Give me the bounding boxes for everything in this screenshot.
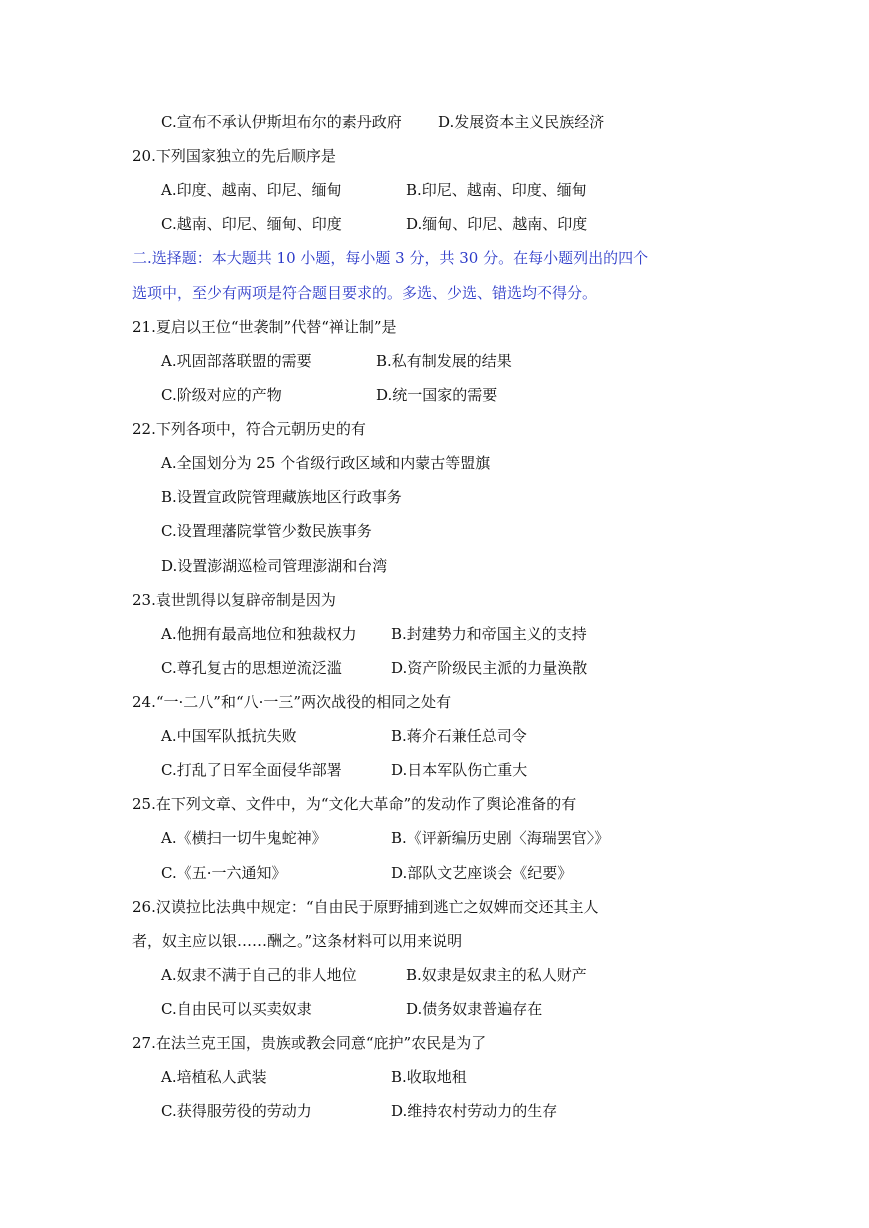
option-d: D.维持农村劳动力的生存 [391, 1102, 558, 1120]
option-line-q21-ab [161, 344, 851, 378]
option-line-q25-cd [161, 856, 851, 890]
option-line-q23-cd [161, 651, 851, 685]
option-a: A.中国军队抵抗失败 [161, 727, 297, 745]
option-d: D.统一国家的需要 [376, 386, 498, 404]
question-26-line-1: 26.汉谟拉比法典中规定：“自由民于原野捕到逃亡之奴婢而交还其主人 [132, 898, 599, 916]
option-line-q26-ab [161, 958, 851, 992]
option-b: B.收取地租 [391, 1068, 467, 1086]
option-c: C.越南、印尼、缅甸、印度 [161, 215, 342, 233]
option-line-q27-cd [161, 1094, 851, 1128]
option-d: D.日本军队伤亡重大 [391, 761, 528, 779]
option-c: C.《五·一六通知》 [161, 864, 287, 882]
option-a: A.巩固部落联盟的需要 [161, 352, 312, 370]
option-b: B.设置宣政院管理藏族地区行政事务 [161, 488, 402, 506]
option-d: D.发展资本主义民族经济 [438, 113, 605, 131]
section-instructions-line-2: 选项中，至少有两项是符合题目要求的。多选、少选、错选均不得分。 [132, 284, 598, 302]
question-20: 20.下列国家独立的先后顺序是 [132, 147, 336, 165]
option-b: B.印尼、越南、印度、缅甸 [406, 181, 587, 199]
question-21: 21.夏启以王位“世袭制”代替“禅让制”是 [132, 318, 397, 336]
option-d: D.部队文艺座谈会《纪要》 [391, 864, 573, 882]
option-a: A.印度、越南、印尼、缅甸 [161, 181, 342, 199]
option-line-q25-ab [161, 821, 851, 855]
option-line-q20-ab [161, 173, 851, 207]
option-c: C.宣布不承认伊斯坦布尔的素丹政府 [161, 113, 402, 131]
question-25: 25.在下列文章、文件中，为“文化大革命”的发动作了舆论准备的有 [132, 795, 577, 813]
option-a: A.《横扫一切牛鬼蛇神》 [161, 829, 327, 847]
option-line-q21-cd [161, 378, 851, 412]
question-24: 24.“一·二八”和“八·一三”两次战役的相同之处有 [132, 693, 452, 711]
option-a: A.奴隶不满于自己的非人地位 [161, 966, 357, 984]
question-23: 23.袁世凯得以复辟帝制是因为 [132, 591, 336, 609]
option-line-q20-cd [161, 207, 851, 241]
question-27: 27.在法兰克王国，贵族或教会同意“庇护”农民是为了 [132, 1034, 487, 1052]
option-line-q26-cd [161, 992, 851, 1026]
option-c: C.尊孔复古的思想逆流泛滥 [161, 659, 342, 677]
option-d: D.设置澎湖巡检司管理澎湖和台湾 [161, 557, 388, 575]
question-22: 22.下列各项中，符合元朝历史的有 [132, 420, 366, 438]
option-b: B.奴隶是奴隶主的私人财产 [406, 966, 587, 984]
option-c: C.阶级对应的产物 [161, 386, 282, 404]
option-line-q24-ab [161, 719, 851, 753]
option-c: C.打乱了日军全面侵华部署 [161, 761, 342, 779]
option-d: D.资产阶级民主派的力量涣散 [391, 659, 588, 677]
option-c: C.设置理藩院掌管少数民族事务 [161, 522, 372, 540]
option-c: C.自由民可以买卖奴隶 [161, 1000, 312, 1018]
option-a: A.培植私人武装 [161, 1068, 267, 1086]
option-d: D.缅甸、印尼、越南、印度 [406, 215, 588, 233]
option-a: A.全国划分为 25 个省级行政区域和内蒙古等盟旗 [161, 454, 491, 472]
question-26-line-2: 者，奴主应以银……酬之。”这条材料可以用来说明 [132, 932, 463, 950]
option-line-q27-ab [161, 1060, 851, 1094]
option-d: D.债务奴隶普遍存在 [406, 1000, 543, 1018]
option-a: A.他拥有最高地位和独裁权力 [161, 625, 357, 643]
option-c: C.获得服劳役的劳动力 [161, 1102, 312, 1120]
option-b: B.私有制发展的结果 [376, 352, 512, 370]
option-line-q19-cd [161, 105, 851, 139]
option-b: B.《评新编历史剧〈海瑞罢官〉》 [391, 829, 610, 847]
option-b: B.封建势力和帝国主义的支持 [391, 625, 587, 643]
section-instructions-line-1: 二.选择题：本大题共 10 小题，每小题 3 分，共 30 分。在每小题列出的四个 [132, 249, 649, 267]
option-line-q23-ab [161, 617, 851, 651]
option-b: B.蒋介石兼任总司令 [391, 727, 527, 745]
option-line-q24-cd [161, 753, 851, 787]
